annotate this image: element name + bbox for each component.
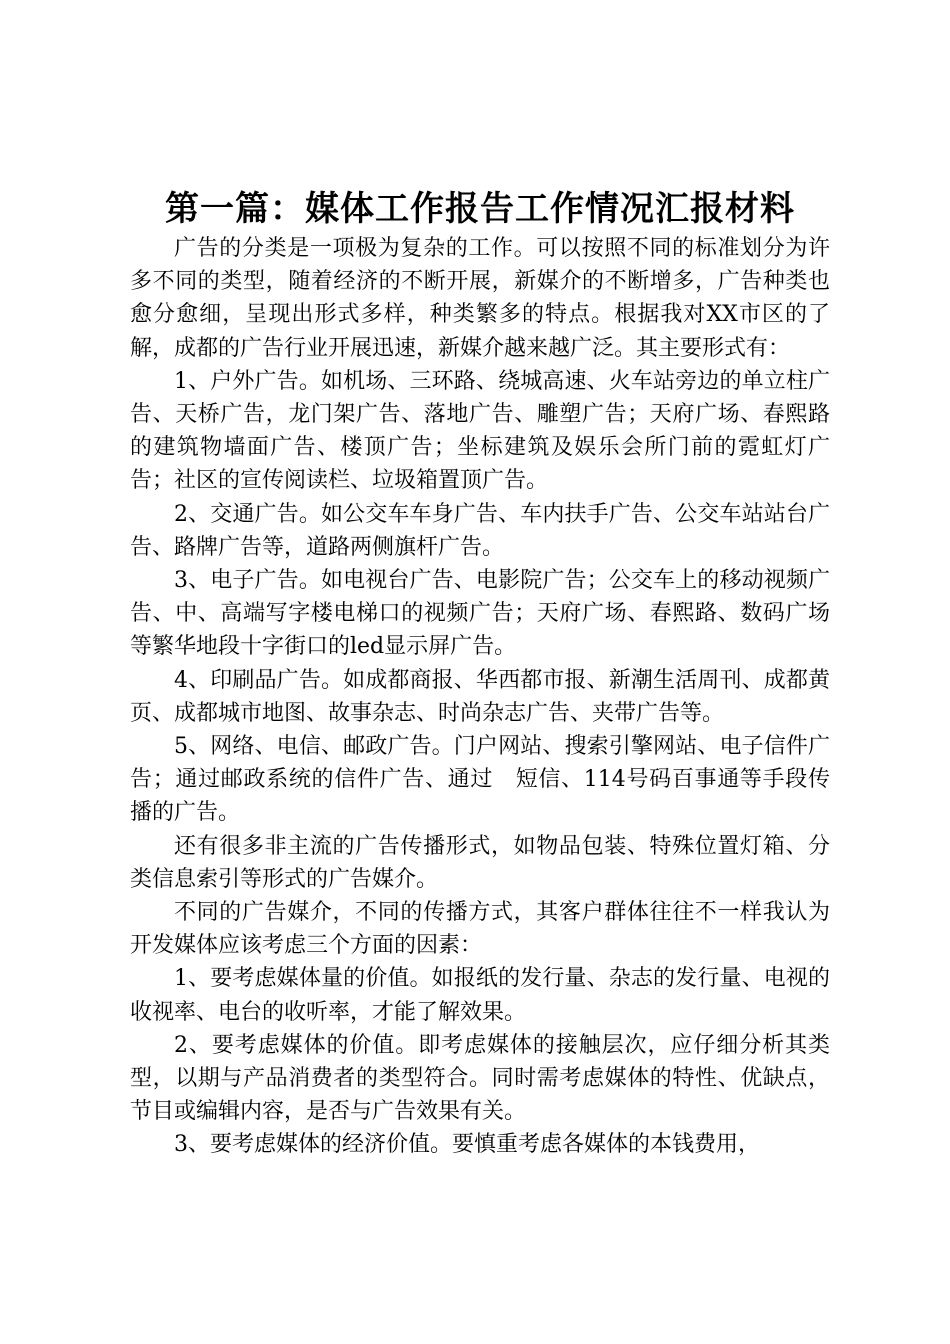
paragraph-outdoor-ads: 1、户外广告。如机场、三环路、绕城高速、火车站旁边的单立柱广告、天桥广告，龙门架广告、落地广告、雕塑广告；天府广场、春熙路的建筑物墙面广告、楼顶广告；坐标建筑及娱乐会所门前的霓虹灯广告；社区的宣传阅读栏、垃圾箱置顶广告。 (130, 368, 830, 494)
document-title: 第一篇：媒体工作报告工作情况汇报材料 (165, 189, 795, 229)
paragraph-factor-1: 1、要考虑媒体量的价值。如报纸的发行量、杂志的发行量、电视的收视率、电台的收听率，才能了解效果。 (130, 966, 830, 1025)
document-page (130, 186, 830, 1162)
paragraph-intro: 广告的分类是一项极为复杂的工作。可以按照不同的标准划分为许多不同的类型，随着经济的不断开展，新媒介的不断增多，广告种类也愈分愈细，呈现出形式多样，种类繁多的特点。根据我对XX市区的了解，成都的广告行业开展迅速，新媒介越来越广泛。其主要形式有： (130, 236, 830, 361)
paragraph-other-forms: 还有很多非主流的广告传播形式，如物品包装、特殊位置灯箱、分类信息索引等形式的广告媒介。 (130, 833, 830, 892)
paragraph-network-ads: 5、网络、电信、邮政广告。门户网站、搜索引擎网站、电子信件广告；通过邮政系统的信件广告、通过 短信、114号码百事通等手段传播的广告。 (130, 734, 830, 826)
paragraph-factor-3: 3、要考虑媒体的经济价值。要慎重考虑各媒体的本钱费用， (174, 1132, 760, 1158)
paragraph-factor-2: 2、要考虑媒体的价值。即考虑媒体的接触层次，应仔细分析其类型，以期与产品消费者的类型符合。同时需考虑媒体的特性、优缺点，节目或编辑内容，是否与广告效果有关。 (130, 1032, 830, 1125)
paragraph-transit-ads: 2、交通广告。如公交车车身广告、车内扶手广告、公交车站站台广告、路牌广告等，道路两侧旗杆广告。 (130, 501, 830, 560)
paragraph-electronic-ads: 3、电子广告。如电视台广告、电影院广告；公交车上的移动视频广告、中、高端写字楼电梯口的视频广告；天府广场、春熙路、数码广场等繁华地段十字街口的led显示屏广告。 (130, 568, 830, 660)
paragraph-print-ads: 4、印刷品广告。如成都商报、华西都市报、新潮生活周刊、成都黄页、成都城市地图、故事杂志、时尚杂志广告、夹带广告等。 (130, 667, 830, 726)
paragraph-factors-intro: 不同的广告媒介，不同的传播方式，其客户群体往往不一样我认为开发媒体应该考虑三个方面的因素： (130, 900, 830, 959)
document-body (130, 232, 830, 1162)
